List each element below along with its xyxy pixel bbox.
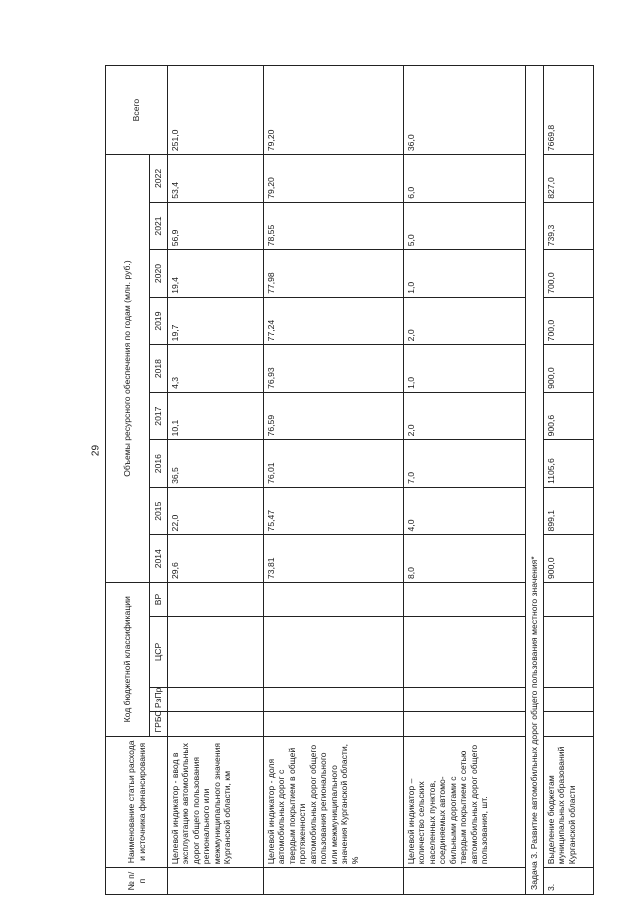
total-cell: 36,0 [404, 66, 526, 155]
code-cell [168, 617, 264, 688]
code-cell [404, 617, 526, 688]
code-cell [264, 687, 404, 711]
value-cell: 5,0 [404, 202, 526, 250]
code-cell [168, 712, 264, 736]
code-cell [404, 712, 526, 736]
row-num [168, 868, 264, 895]
value-cell: 7,0 [404, 440, 526, 488]
budget-table [105, 65, 594, 895]
code-cell [404, 582, 526, 616]
value-cell: 56,9 [168, 202, 264, 250]
header-budget-code: Код бюджетной классификации [106, 582, 150, 736]
value-cell: 79,20 [264, 155, 404, 203]
header-year: 2018 [150, 345, 168, 393]
code-cell [544, 617, 594, 688]
value-cell: 1,0 [404, 250, 526, 298]
header-volumes: Объемы ресурсного обеспечения по годам (млн. руб.) [106, 155, 150, 583]
total-cell: 79,20 [264, 66, 404, 155]
code-cell [168, 687, 264, 711]
code-cell [544, 687, 594, 711]
value-cell: 22,0 [168, 487, 264, 535]
header-code-grbs: ГРБС [150, 712, 168, 736]
value-cell: 29,6 [168, 535, 264, 583]
task-row [526, 66, 544, 895]
value-cell: 76,01 [264, 440, 404, 488]
header-year: 2016 [150, 440, 168, 488]
value-cell: 19,7 [168, 297, 264, 345]
row-num [404, 868, 526, 895]
header-year: 2017 [150, 392, 168, 440]
value-cell: 53,4 [168, 155, 264, 203]
code-cell [544, 712, 594, 736]
total-cell: 7669,8 [544, 66, 594, 155]
value-cell: 2,0 [404, 392, 526, 440]
rotated-table-container [105, 65, 605, 895]
value-cell: 4,3 [168, 345, 264, 393]
value-cell: 739,3 [544, 202, 594, 250]
total-cell: 251,0 [168, 66, 264, 155]
value-cell: 73,81 [264, 535, 404, 583]
value-cell: 827,0 [544, 155, 594, 203]
header-year: 2020 [150, 250, 168, 298]
task-title: Задача 3. Развитие автомобильных дорог общего пользования местного значения* [526, 66, 544, 895]
header-year: 2015 [150, 487, 168, 535]
table-row [544, 66, 594, 895]
value-cell: 700,0 [544, 297, 594, 345]
value-cell: 900,0 [544, 345, 594, 393]
value-cell: 19,4 [168, 250, 264, 298]
page-number: 29 [90, 444, 102, 457]
header-year: 2021 [150, 202, 168, 250]
row-name: Целевой индикатор - доля автомобильных дорог с твердым покрытием в общей протяженности автомобильных дорог общего пользования регионального или межмуниципального значения Курганской области, % [264, 736, 404, 868]
code-cell [168, 582, 264, 616]
code-cell [264, 712, 404, 736]
value-cell: 1,0 [404, 345, 526, 393]
header-code-rzpr: РзПр [150, 687, 168, 711]
value-cell: 78,55 [264, 202, 404, 250]
table-row [264, 66, 404, 895]
code-cell [264, 617, 404, 688]
value-cell: 76,93 [264, 345, 404, 393]
header-year: 2022 [150, 155, 168, 203]
header-code-vr: ВР [150, 582, 168, 616]
value-cell: 900,6 [544, 392, 594, 440]
value-cell: 6,0 [404, 155, 526, 203]
value-cell: 77,24 [264, 297, 404, 345]
row-num [264, 868, 404, 895]
header-year: 2014 [150, 535, 168, 583]
row-num: 3. [544, 868, 594, 895]
value-cell: 4,0 [404, 487, 526, 535]
row-name: Целевой индикатор – количество сельских населенных пунктов, соединяемых автомо-бильными дорогами с твердым покрытием с сетью автомобильных дорог общего пользования, шт. [404, 736, 526, 868]
value-cell: 76,59 [264, 392, 404, 440]
value-cell: 8,0 [404, 535, 526, 583]
code-cell [404, 687, 526, 711]
header-name: Наименование статьи расхода и источника финансирования [106, 736, 168, 868]
header-num: № п/п [106, 868, 168, 895]
row-name: Целевой индикатор - ввод в эксплуатацию автомобильных дорог общего пользования регионального или межмуниципального значения Курганской области, км [168, 736, 264, 868]
code-cell [264, 582, 404, 616]
value-cell: 36,5 [168, 440, 264, 488]
value-cell: 899,1 [544, 487, 594, 535]
header-year: 2019 [150, 297, 168, 345]
table-row [404, 66, 526, 895]
code-cell [544, 582, 594, 616]
header-code-csr: ЦСР [150, 617, 168, 688]
table-row [168, 66, 264, 895]
value-cell: 10,1 [168, 392, 264, 440]
value-cell: 700,0 [544, 250, 594, 298]
row-name: Выделение бюджетам муниципальных образований Курганской области [544, 736, 594, 868]
value-cell: 900,0 [544, 535, 594, 583]
value-cell: 2,0 [404, 297, 526, 345]
header-total: Всего [106, 66, 168, 155]
value-cell: 75,47 [264, 487, 404, 535]
value-cell: 77,98 [264, 250, 404, 298]
value-cell: 1105,6 [544, 440, 594, 488]
